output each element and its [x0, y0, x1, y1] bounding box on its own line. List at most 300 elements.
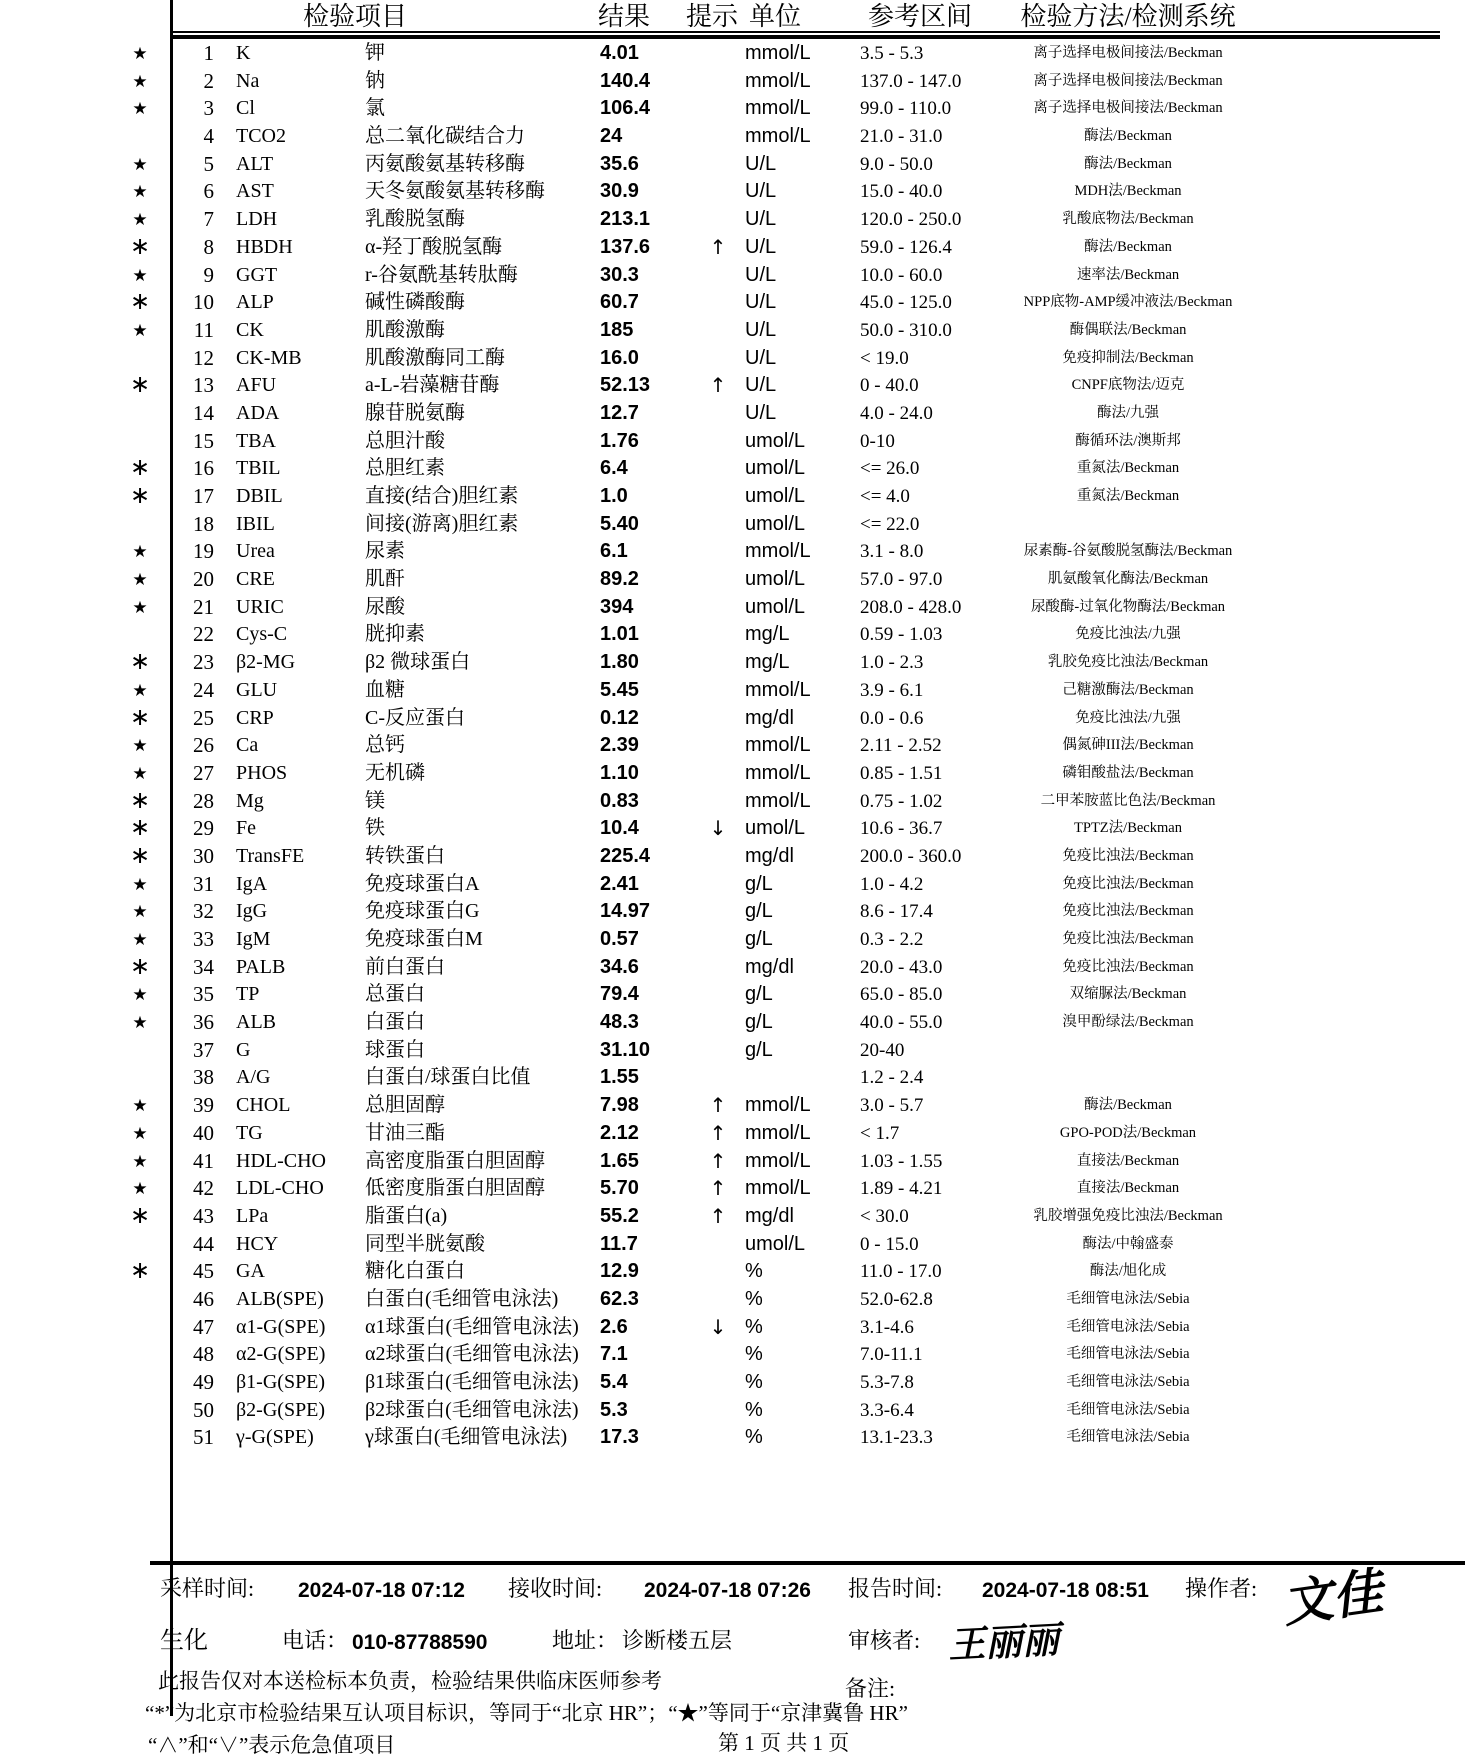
row-marker: ★	[132, 1179, 148, 1199]
lab-result-row	[0, 178, 1472, 206]
lab-result-row	[0, 926, 1472, 954]
reference-range: 0.59 - 1.03	[860, 624, 943, 646]
reference-range: 15.0 - 40.0	[860, 181, 943, 203]
test-name: 脂蛋白(a)	[365, 1204, 448, 1227]
test-result: 11.7	[600, 1232, 638, 1255]
row-number: 27	[193, 760, 214, 785]
test-unit: mmol/L	[745, 540, 811, 563]
reference-range: 3.1 - 8.0	[860, 541, 924, 563]
test-result: 30.3	[600, 263, 639, 286]
test-result: 5.70	[600, 1177, 639, 1200]
test-method: 免疫比浊法/九强	[1075, 626, 1181, 643]
test-result: 2.12	[600, 1121, 639, 1144]
test-abbreviation: TCO2	[236, 125, 286, 148]
test-result: 89.2	[600, 568, 639, 591]
test-abbreviation: Na	[236, 69, 260, 92]
row-number: 6	[203, 179, 214, 204]
row-number: 20	[193, 567, 214, 592]
row-marker	[118, 1064, 162, 1092]
lab-result-row	[0, 732, 1472, 760]
test-result: 213.1	[600, 208, 651, 231]
lab-result-row	[0, 705, 1472, 733]
row-number: 11	[193, 317, 214, 342]
sampling-time-value: 2024-07-18 07:12	[298, 1579, 465, 1602]
row-number: 14	[193, 400, 214, 425]
reviewer-signature: 王丽丽	[947, 1617, 1061, 1667]
reference-range: 65.0 - 85.0	[860, 984, 943, 1006]
test-abbreviation: IgG	[236, 900, 268, 923]
abnormal-flag: ↓	[709, 1314, 727, 1339]
row-marker: ∗	[129, 649, 151, 676]
test-result: 17.3	[600, 1426, 639, 1449]
disclaimer-text: 此报告仅对本送检标本负责，检验结果供临床医师参考	[158, 1669, 662, 1693]
lab-result-row	[0, 95, 1472, 123]
test-abbreviation: Fe	[236, 817, 256, 840]
row-marker: ★	[132, 930, 148, 949]
test-name: 乳酸脱氢酶	[365, 208, 465, 231]
row-marker: ∗	[129, 1258, 151, 1285]
test-abbreviation: CK	[236, 318, 264, 341]
lab-result-row	[0, 566, 1472, 594]
row-number: 17	[193, 484, 214, 508]
test-name: 糖化白蛋白	[365, 1260, 465, 1283]
row-marker: ∗	[129, 372, 151, 399]
test-name: 铁	[365, 817, 385, 840]
column-header-unit: 单位	[748, 2, 801, 31]
row-marker	[118, 1286, 162, 1314]
row-number: 24	[193, 677, 214, 702]
test-result: 1.55	[600, 1066, 639, 1089]
lab-result-row	[0, 1037, 1472, 1065]
reference-range: 10.6 - 36.7	[860, 818, 943, 840]
abnormal-flag	[700, 566, 736, 594]
test-name: 无机磷	[365, 761, 425, 784]
test-unit: U/L	[745, 291, 777, 314]
test-unit: mg/dl	[745, 844, 794, 867]
abnormal-flag	[700, 428, 736, 456]
lab-result-row	[0, 40, 1472, 68]
row-marker	[118, 428, 162, 456]
abnormal-flag	[700, 871, 736, 899]
test-unit: umol/L	[745, 429, 806, 452]
test-name: 碱性磷酸酶	[365, 291, 465, 314]
lab-result-row	[0, 871, 1472, 899]
row-marker	[118, 1341, 162, 1369]
row-marker: ∗	[129, 233, 151, 260]
test-unit	[745, 1064, 857, 1092]
column-header-flag: 提示	[685, 2, 738, 31]
test-unit: umol/L	[745, 457, 806, 480]
test-name: 钠	[365, 69, 385, 92]
test-method: 免疫比浊法/九强	[1075, 709, 1181, 726]
lab-result-row	[0, 483, 1472, 511]
abnormal-flag	[700, 594, 736, 622]
test-unit: U/L	[745, 401, 777, 424]
abnormal-flag: ↓	[709, 816, 727, 841]
lab-result-row	[0, 151, 1472, 179]
reference-range: 20.0 - 43.0	[860, 956, 943, 978]
test-result: 5.4	[600, 1371, 628, 1393]
lab-result-row	[0, 1369, 1472, 1397]
test-abbreviation: K	[236, 42, 251, 64]
row-marker: ∗	[129, 289, 151, 316]
test-result: 52.13	[600, 374, 651, 397]
abnormal-flag: ↑	[709, 1203, 727, 1228]
results-table-body	[0, 40, 1472, 1452]
lab-result-row	[0, 262, 1472, 290]
test-name: 高密度脂蛋白胆固醇	[365, 1149, 545, 1172]
test-name: 免疫球蛋白M	[365, 928, 483, 950]
row-number: 22	[193, 622, 214, 647]
test-method: 直接法/Beckman	[1076, 1180, 1180, 1197]
test-abbreviation: α1-G(SPE)	[236, 1315, 326, 1338]
test-name: 丙氨酸氨基转移酶	[365, 152, 525, 175]
reference-range: 137.0 - 147.0	[860, 70, 962, 92]
test-result: 2.41	[600, 872, 639, 895]
row-number: 38	[193, 1065, 214, 1090]
lab-result-row	[0, 206, 1472, 234]
row-number: 19	[193, 539, 214, 564]
test-abbreviation: GLU	[236, 678, 278, 701]
row-number: 7	[203, 207, 214, 232]
abnormal-flag	[700, 483, 736, 511]
test-abbreviation: HDL-CHO	[236, 1149, 326, 1172]
row-marker: ★	[132, 570, 148, 590]
test-unit: mmol/L	[745, 1094, 811, 1117]
test-method: 毛细管电泳法/Sebia	[1066, 1401, 1190, 1418]
test-result: 137.6	[600, 235, 651, 258]
row-number: 15	[193, 428, 214, 453]
test-name: 白蛋白(毛细管电泳法)	[365, 1287, 559, 1310]
lab-result-row	[0, 594, 1472, 622]
test-unit: mmol/L	[745, 1149, 811, 1172]
test-abbreviation: CHOL	[236, 1094, 291, 1117]
abnormal-flag	[700, 1231, 736, 1259]
address-label: 地址：	[552, 1628, 619, 1653]
test-name: 总蛋白	[365, 983, 425, 1006]
column-header-test-item: 检验项目	[302, 2, 407, 31]
test-result: 30.9	[600, 180, 639, 203]
test-name: 总胆汁酸	[365, 429, 445, 452]
abnormal-flag: ↑	[709, 1148, 727, 1173]
test-method: 尿酸酶-过氧化物酶法/Beckman	[1030, 598, 1226, 615]
abnormal-flag	[700, 954, 736, 982]
lab-result-row	[0, 649, 1472, 677]
column-header-method-system: 检验方法/检测系统	[1020, 2, 1236, 31]
row-number: 1	[203, 41, 214, 65]
test-name: 白蛋白	[365, 1011, 425, 1034]
row-marker	[118, 345, 162, 373]
row-marker: ∗	[129, 953, 151, 980]
reference-range: 0 - 40.0	[860, 375, 919, 397]
test-abbreviation: Ca	[236, 734, 259, 757]
test-name: 总胆固醇	[365, 1094, 445, 1117]
row-marker: ★	[132, 902, 148, 922]
row-number: 3	[203, 96, 214, 121]
lab-result-row	[0, 234, 1472, 262]
reference-range: 208.0 - 428.0	[860, 596, 962, 618]
test-unit: umol/L	[745, 817, 806, 840]
abnormal-flag	[700, 262, 736, 290]
row-marker	[118, 1231, 162, 1259]
test-abbreviation: LPa	[236, 1204, 269, 1227]
test-result: 6.4	[600, 457, 628, 480]
test-method: 酶循环法/澳斯邦	[1075, 432, 1181, 449]
abnormal-flag	[700, 649, 736, 677]
test-unit: U/L	[745, 152, 777, 175]
row-number: 35	[193, 982, 214, 1007]
reference-range: 120.0 - 250.0	[860, 209, 962, 231]
row-marker	[118, 511, 162, 539]
lab-result-row	[0, 1231, 1472, 1259]
test-result: 60.7	[600, 291, 639, 314]
abnormal-flag	[700, 40, 736, 68]
test-name: 前白蛋白	[365, 955, 445, 978]
report-time-label: 报告时间:	[848, 1576, 943, 1601]
test-name: 球蛋白	[365, 1038, 425, 1061]
test-abbreviation: Cl	[236, 97, 255, 120]
row-marker: ★	[132, 182, 148, 202]
test-unit: %	[745, 1260, 763, 1283]
test-method: 双缩脲法/Beckman	[1069, 986, 1187, 1003]
test-unit: %	[745, 1371, 763, 1393]
reference-range: 40.0 - 55.0	[860, 1012, 943, 1034]
test-abbreviation: ADA	[236, 401, 280, 424]
test-unit: mmol/L	[745, 125, 811, 148]
lab-result-row	[0, 1175, 1472, 1203]
test-result: 7.98	[600, 1094, 639, 1117]
reference-range: <= 22.0	[860, 513, 920, 535]
row-marker: ∗	[129, 787, 151, 814]
test-abbreviation: IBIL	[236, 512, 275, 535]
test-unit: mmol/L	[745, 678, 811, 701]
test-unit: U/L	[745, 180, 777, 203]
test-name: 尿酸	[365, 595, 405, 618]
test-method: TPTZ法/Beckman	[1074, 820, 1182, 837]
test-unit: g/L	[745, 1038, 773, 1061]
test-unit: mmol/L	[745, 734, 811, 757]
lab-result-row	[0, 428, 1472, 456]
test-name: 氯	[365, 97, 385, 120]
reference-range: 0.85 - 1.51	[860, 762, 943, 784]
lab-result-row	[0, 1148, 1472, 1176]
lab-result-row	[0, 511, 1472, 539]
phone-value: 010-87788590	[352, 1631, 488, 1654]
test-abbreviation: AST	[236, 180, 274, 203]
lab-result-row	[0, 1341, 1472, 1369]
row-marker: ★	[132, 763, 148, 783]
row-marker: ∗	[129, 842, 151, 869]
test-unit: mmol/L	[745, 42, 811, 64]
test-abbreviation: TP	[236, 983, 260, 1006]
test-abbreviation: Mg	[236, 789, 264, 812]
test-name: α-羟丁酸脱氢酶	[365, 235, 503, 258]
reference-range: 7.0-11.1	[860, 1344, 923, 1366]
row-marker: ★	[132, 210, 148, 230]
test-method: 毛细管电泳法/Sebia	[1066, 1429, 1190, 1446]
sampling-time-label: 采样时间:	[160, 1576, 255, 1601]
row-number: 9	[203, 262, 214, 287]
test-result: 394	[600, 595, 634, 618]
abnormal-flag	[700, 538, 736, 566]
test-result: 185	[600, 318, 634, 341]
test-method: 肌氨酸氧化酶法/Beckman	[1047, 571, 1209, 588]
abnormal-flag	[700, 677, 736, 705]
row-marker	[118, 1424, 162, 1452]
reference-range: 0.3 - 2.2	[860, 929, 924, 950]
lab-result-row	[0, 760, 1472, 788]
test-method: 酶法/旭化成	[1089, 1263, 1167, 1280]
test-name: a-L-岩藻糖苷酶	[365, 374, 500, 397]
test-name: 肌酸激酶同工酶	[365, 346, 505, 369]
abnormal-flag	[700, 123, 736, 151]
operator-signature: 文佳	[1278, 1561, 1387, 1634]
test-abbreviation: TBIL	[236, 457, 281, 480]
abnormal-flag	[700, 95, 736, 123]
reference-range: 99.0 - 110.0	[860, 98, 952, 120]
test-abbreviation: G	[236, 1038, 251, 1061]
row-marker: ∗	[129, 455, 151, 482]
test-unit: U/L	[745, 208, 777, 231]
test-result: 140.4	[600, 69, 651, 92]
test-unit: umol/L	[745, 512, 806, 535]
test-result: 31.10	[600, 1038, 651, 1061]
test-result: 16.0	[600, 346, 639, 369]
receive-time-value: 2024-07-18 07:26	[644, 1579, 811, 1602]
row-number: 2	[203, 68, 214, 93]
test-unit: U/L	[745, 374, 777, 397]
test-abbreviation: γ-G(SPE)	[236, 1426, 314, 1449]
abnormal-flag	[700, 1037, 736, 1065]
test-abbreviation: Cys-C	[236, 623, 288, 646]
reference-range: 3.9 - 6.1	[860, 679, 924, 701]
test-method: 免疫抑制法/Beckman	[1062, 349, 1194, 366]
lab-result-row	[0, 954, 1472, 982]
abnormal-flag	[700, 621, 736, 649]
test-result: 12.9	[600, 1260, 639, 1283]
test-method: 乳胶增强免疫比浊法/Beckman	[1033, 1207, 1223, 1224]
row-marker	[118, 123, 162, 151]
test-method: 己糖激酶法/Beckman	[1062, 681, 1194, 698]
department-label: 生化	[160, 1628, 208, 1654]
test-name: β1球蛋白(毛细管电泳法)	[365, 1371, 579, 1393]
row-number: 12	[193, 345, 214, 370]
reference-range: 4.0 - 24.0	[860, 402, 933, 424]
column-header-reference-range: 参考区间	[867, 2, 972, 31]
test-unit: umol/L	[745, 1232, 806, 1255]
test-abbreviation: CK-MB	[236, 346, 302, 369]
test-unit: umol/L	[745, 595, 806, 618]
test-result: 1.0	[600, 485, 628, 507]
test-unit: umol/L	[745, 485, 806, 507]
row-marker: ★	[132, 1123, 148, 1143]
table-header-row	[0, 2, 1472, 34]
test-name: 间接(游离)胆红素	[365, 512, 519, 535]
lab-result-row	[0, 1203, 1472, 1231]
reference-range: 3.0 - 5.7	[860, 1095, 924, 1117]
abnormal-flag	[700, 1258, 736, 1286]
test-name: 肌酐	[365, 568, 405, 591]
lab-result-row	[0, 538, 1472, 566]
abnormal-flag	[700, 1369, 736, 1397]
test-abbreviation: ALT	[236, 152, 274, 175]
test-method: 免疫比浊法/Beckman	[1062, 903, 1194, 920]
test-method: 免疫比浊法/Beckman	[1062, 875, 1194, 892]
row-number: 4	[203, 124, 214, 149]
row-number: 40	[193, 1120, 214, 1145]
lab-result-row	[0, 400, 1472, 428]
lab-result-row	[0, 123, 1472, 151]
test-method: 重氮法/Beckman	[1076, 460, 1180, 477]
abnormal-flag	[700, 317, 736, 345]
reference-range: 3.3-6.4	[860, 1399, 914, 1421]
test-name: 同型半胱氨酸	[365, 1232, 485, 1255]
row-marker: ★	[132, 265, 148, 285]
row-marker: ★	[132, 985, 148, 1005]
test-unit: g/L	[745, 1011, 773, 1034]
test-method: 酶法/Beckman	[1084, 155, 1172, 172]
row-number: 37	[193, 1037, 214, 1062]
test-name: α2球蛋白(毛细管电泳法)	[365, 1343, 579, 1366]
test-method: 免疫比浊法/Beckman	[1062, 931, 1194, 947]
test-method: 乳酸底物法/Beckman	[1062, 211, 1194, 228]
row-number: 44	[193, 1231, 214, 1256]
row-number: 47	[193, 1314, 214, 1339]
row-number: 45	[193, 1259, 214, 1284]
abnormal-flag	[700, 926, 736, 954]
note-critical-value: “∧”和“∨”表示危急值项目	[148, 1733, 396, 1757]
lab-result-row	[0, 815, 1472, 843]
test-method: 酶法/Beckman	[1084, 238, 1172, 255]
test-name: 低密度脂蛋白胆固醇	[365, 1177, 545, 1200]
test-unit: U/L	[745, 346, 777, 369]
abnormal-flag: ↑	[709, 373, 727, 398]
abnormal-flag	[700, 178, 736, 206]
test-method: 毛细管电泳法/Sebia	[1066, 1290, 1190, 1307]
lab-result-row	[0, 843, 1472, 871]
abnormal-flag	[700, 151, 736, 179]
test-method: 速率法/Beckman	[1076, 266, 1180, 283]
row-marker: ★	[132, 597, 148, 617]
test-unit: %	[745, 1315, 763, 1338]
test-unit: mmol/L	[745, 1177, 811, 1200]
test-unit: g/L	[745, 928, 773, 950]
test-name: 甘油三酯	[365, 1121, 445, 1144]
row-number: 36	[193, 1010, 214, 1035]
test-method: 酶偶联法/Beckman	[1069, 321, 1187, 338]
remark-label: 备注:	[845, 1676, 896, 1701]
test-method: 磷钼酸盐法/Beckman	[1062, 764, 1194, 781]
test-result: 34.6	[600, 955, 639, 978]
reference-range: 1.2 - 2.4	[860, 1067, 924, 1089]
reference-range: < 19.0	[860, 347, 909, 369]
test-unit: mmol/L	[745, 69, 811, 92]
abnormal-flag	[700, 206, 736, 234]
test-result: 7.1	[600, 1343, 628, 1366]
abnormal-flag	[700, 1424, 736, 1452]
test-name: r-谷氨酰基转肽酶	[365, 263, 518, 286]
row-marker	[118, 1314, 162, 1342]
row-number: 43	[193, 1203, 214, 1228]
row-number: 30	[193, 843, 214, 868]
test-method: 酶法/Beckman	[1084, 128, 1172, 145]
row-number: 28	[193, 788, 214, 813]
test-unit: g/L	[745, 983, 773, 1006]
test-result: 1.01	[600, 623, 639, 646]
test-result: 48.3	[600, 1011, 639, 1034]
test-result: 62.3	[600, 1287, 639, 1310]
lab-result-row	[0, 1286, 1472, 1314]
